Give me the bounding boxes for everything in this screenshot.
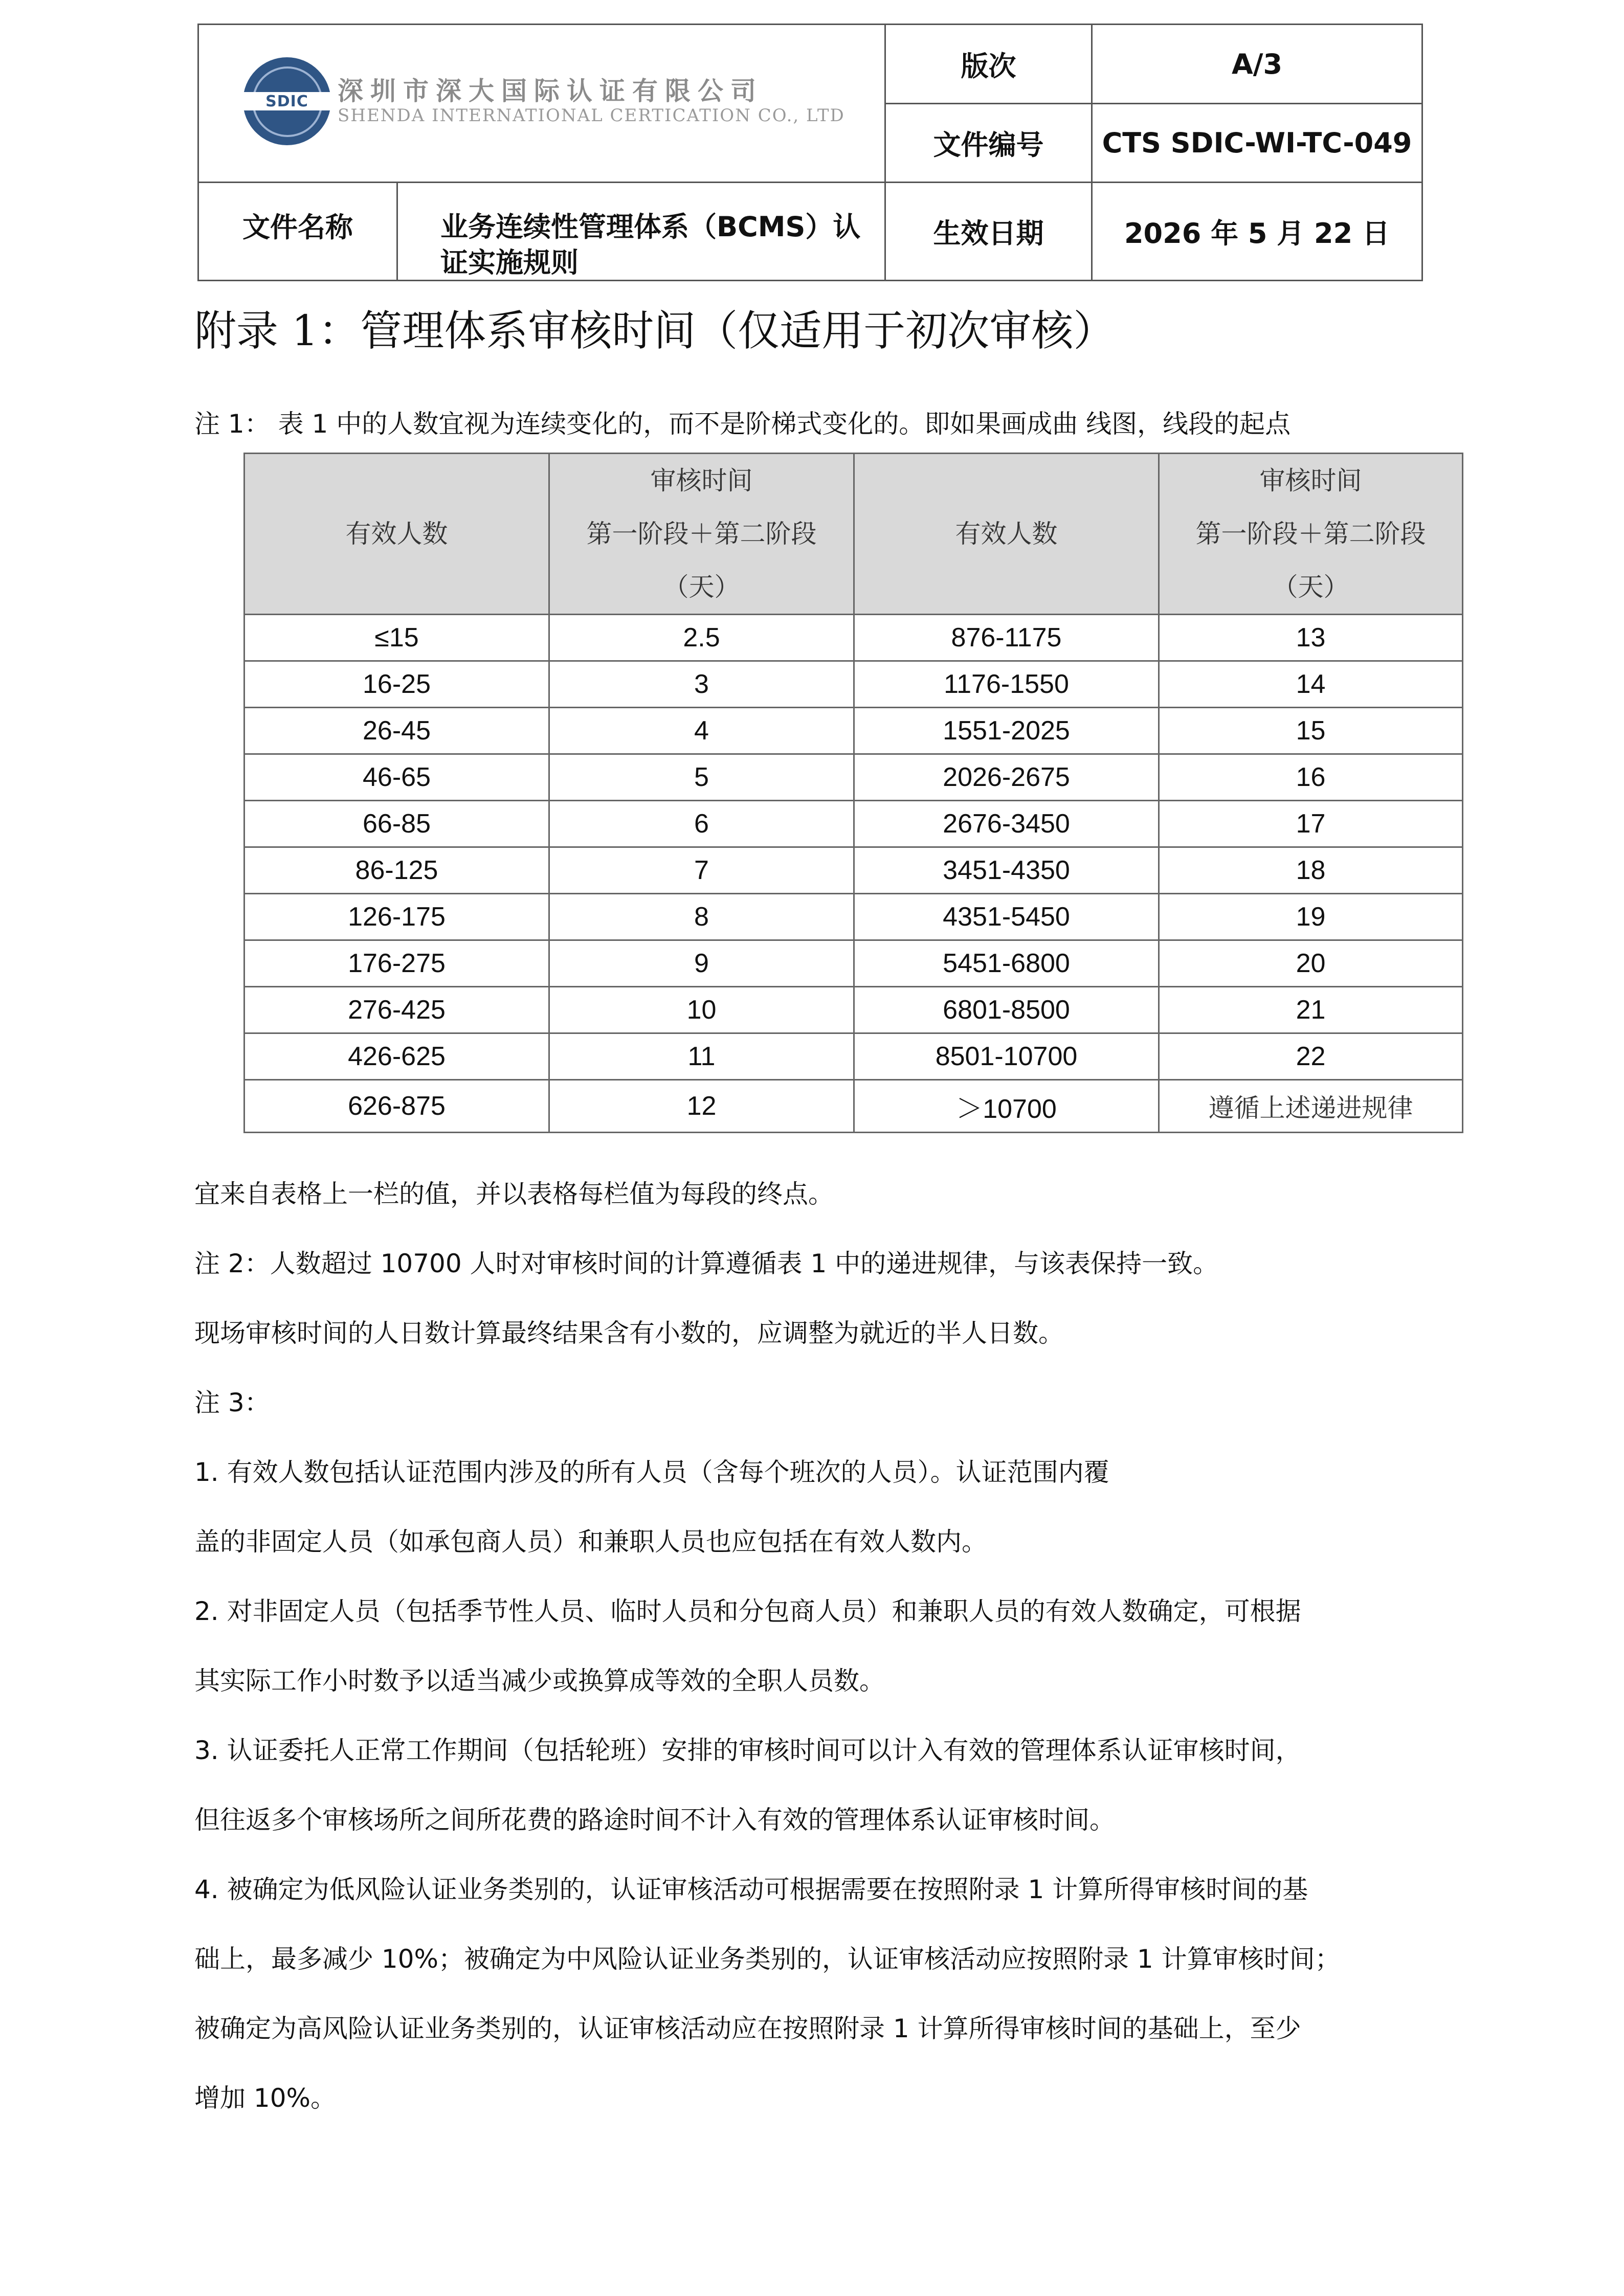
table-cell: 22 (1159, 1033, 1463, 1080)
table-cell: 16-25 (244, 661, 549, 708)
version-label: 版次 (961, 50, 1016, 82)
note2: 注 2：人数超过 10700 人时对审核时间的计算遵循表 1 中的递进规律，与该表保持一致。 (194, 1249, 1219, 1278)
table-row (244, 754, 1463, 801)
note3-item3-line2: 但往返多个审核场所之间所花费的路途时间不计入有效的管理体系认证审核时间。 (194, 1805, 1115, 1835)
table-row (244, 708, 1463, 754)
table-row (244, 940, 1463, 987)
table-cell: 3 (549, 661, 854, 708)
company-name-cn: 深圳市深大国际认证有限公司 (338, 76, 763, 106)
table-cell: 426-625 (244, 1033, 549, 1080)
table-cell: 21 (1159, 987, 1463, 1033)
doc-name-line1: 业务连续性管理体系（BCMS）认 (440, 211, 861, 243)
company-logo-seal (243, 57, 331, 145)
doc-number-label: 文件编号 (933, 129, 1044, 161)
table-cell: 10 (549, 987, 854, 1033)
header-time-line2: 第一阶段＋第二阶段 (1195, 519, 1426, 549)
table-cell: 46-65 (244, 754, 549, 801)
note3-item4-line3: 被确定为高风险认证业务类别的，认证审核活动应在按照附录 1 计算所得审核时间的基础上，至少 (194, 2014, 1301, 2043)
note3-item3-line1: 3. 认证委托人正常工作期间（包括轮班）安排的审核时间可以计入有效的管理体系认证审核时间， (194, 1736, 1301, 1765)
table-row (244, 615, 1463, 661)
doc-name-label: 文件名称 (242, 211, 353, 243)
table-cell: 276-425 (244, 987, 549, 1033)
table-cell: ≤15 (244, 615, 549, 661)
table-cell: 2.5 (549, 615, 854, 661)
note3-item4-line1: 4. 被确定为低风险认证业务类别的，认证审核活动可根据需要在按照附录 1 计算所得审核时间的基 (194, 1875, 1308, 1904)
table-cell: 4351-5450 (854, 894, 1159, 940)
table-cell: 876-1175 (854, 615, 1159, 661)
table-cell: 14 (1159, 661, 1463, 708)
table-cell: 15 (1159, 708, 1463, 754)
note1-line1: 注 1： 表 1 中的人数宜视为连续变化的，而不是阶梯式变化的。即如果画成曲 线图，线段的起点 (194, 409, 1291, 439)
table-cell: 19 (1159, 894, 1463, 940)
table-cell: 20 (1159, 940, 1463, 987)
table-cell: 66-85 (244, 801, 549, 847)
table-cell: 13 (1159, 615, 1463, 661)
effective-date-label: 生效日期 (933, 217, 1044, 250)
company-name-en: SHENDA INTERNATIONAL CERTICATION CO., LTD (338, 105, 845, 126)
table-cell: 遵循上述递进规律 (1159, 1080, 1463, 1133)
col-header-time-right (1159, 454, 1463, 615)
doc-name-value (440, 209, 880, 281)
table-cell: 18 (1159, 847, 1463, 894)
note3-heading: 注 3： (194, 1388, 270, 1417)
note3-item4-line4: 增加 10%。 (194, 2083, 337, 2113)
table-cell: 11 (549, 1033, 854, 1080)
logo-mark-text: SDIC (265, 92, 308, 110)
header-time-line3: （天） (663, 572, 740, 602)
table-cell: ＞10700 (854, 1080, 1159, 1133)
table-row (244, 894, 1463, 940)
table-cell: 626-875 (244, 1080, 549, 1133)
table-row (244, 987, 1463, 1033)
header-time-line2: 第一阶段＋第二阶段 (586, 519, 817, 549)
table-cell: 17 (1159, 801, 1463, 847)
table-cell: 12 (549, 1080, 854, 1133)
table-row (244, 661, 1463, 708)
note3-item4-line2: 础上，最多减少 10%；被确定为中风险认证业务类别的，认证审核活动应按照附录 1 计算审核时间； (194, 1944, 1341, 1974)
table-cell: 4 (549, 708, 854, 754)
table-row (244, 1080, 1463, 1133)
table-cell: 5451-6800 (854, 940, 1159, 987)
rounding-rule: 现场审核时间的人日数计算最终结果含有小数的，应调整为就近的半人日数。 (194, 1318, 1064, 1348)
note3-item1-line2: 盖的非固定人员（如承包商人员）和兼职人员也应包括在有效人数内。 (194, 1527, 987, 1557)
table-cell: 86-125 (244, 847, 549, 894)
note3-item1-line1: 1. 有效人数包括认证范围内涉及的所有人员（含每个班次的人员）。认证范围内覆 (194, 1457, 1109, 1487)
appendix-title: 附录 1：管理体系审核时间（仅适用于初次审核） (194, 307, 1116, 355)
table-cell: 2676-3450 (854, 801, 1159, 847)
note3-item2-line1: 2. 对非固定人员（包括季节性人员、临时人员和分包商人员）和兼职人员的有效人数确定，可根据 (194, 1596, 1301, 1626)
table-cell: 126-175 (244, 894, 549, 940)
note1-continuation: 宜来自表格上一栏的值，并以表格每栏值为每段的终点。 (194, 1179, 834, 1209)
table-cell: 7 (549, 847, 854, 894)
table-cell: 6801-8500 (854, 987, 1159, 1033)
col-header-people-right: 有效人数 (854, 454, 1159, 615)
table-cell: 1176-1550 (854, 661, 1159, 708)
table-cell: 6 (549, 801, 854, 847)
table-header-row (244, 454, 1463, 615)
table-cell: 5 (549, 754, 854, 801)
table-cell: 2026-2675 (854, 754, 1159, 801)
table-cell: 1551-2025 (854, 708, 1159, 754)
table-cell: 8501-10700 (854, 1033, 1159, 1080)
table-cell: 3451-4350 (854, 847, 1159, 894)
header-time-line3: （天） (1272, 572, 1349, 602)
table-cell: 8 (549, 894, 854, 940)
col-header-time-left (549, 454, 854, 615)
doc-name-line2: 证实施规则 (440, 246, 579, 279)
effective-date-value: 2026 年 5 月 22 日 (1124, 217, 1390, 250)
table-cell: 176-275 (244, 940, 549, 987)
table-cell: 26-45 (244, 708, 549, 754)
version-value: A/3 (1231, 48, 1283, 80)
col-header-people-left: 有效人数 (244, 454, 549, 615)
table-row (244, 801, 1463, 847)
table-row (244, 1033, 1463, 1080)
audit-time-table (243, 453, 1463, 1133)
document-header-table (197, 24, 1423, 281)
header-time-line1: 审核时间 (1259, 466, 1362, 496)
note3-item2-line2: 其实际工作小时数予以适当减少或换算成等效的全职人员数。 (194, 1666, 885, 1696)
table-cell: 9 (549, 940, 854, 987)
table-row (244, 847, 1463, 894)
doc-number-value: CTS SDIC-WI-TC-049 (1102, 127, 1412, 159)
header-time-line1: 审核时间 (650, 466, 753, 496)
table-cell: 16 (1159, 754, 1463, 801)
